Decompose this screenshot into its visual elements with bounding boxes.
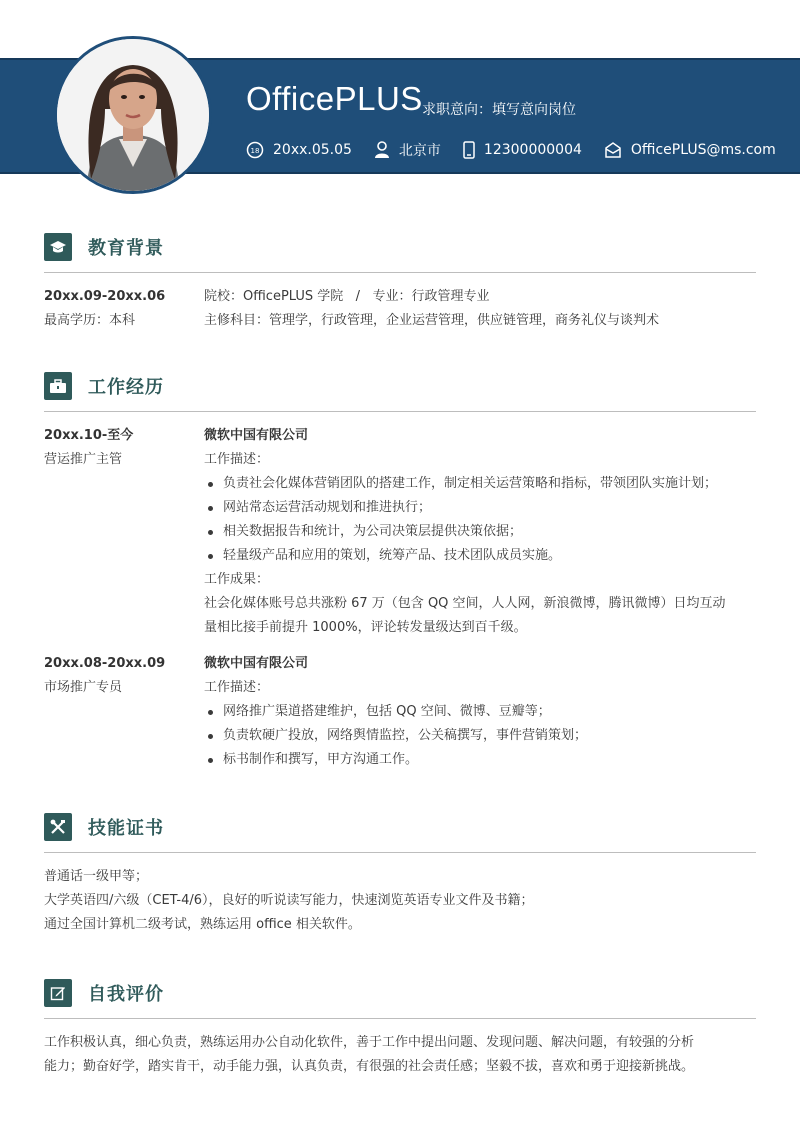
job-intent: 求职意向：填写意向岗位 bbox=[422, 102, 576, 118]
birthday-clock-icon bbox=[246, 141, 264, 159]
job-entry bbox=[44, 652, 756, 772]
email-item bbox=[604, 142, 776, 158]
education-title: 教育背景 bbox=[88, 238, 164, 259]
job-result-line: 量相比接手前提升 1000%，评论转发量级达到百千级。 bbox=[204, 620, 527, 635]
job-result-label: 工作成果： bbox=[204, 572, 270, 587]
work-section bbox=[44, 369, 756, 772]
tools-icon bbox=[44, 813, 72, 841]
list-item: 相关数据报告和统计，为公司决策层提供决策依据； bbox=[204, 520, 756, 544]
mail-icon bbox=[604, 142, 622, 158]
work-title: 工作经历 bbox=[88, 377, 164, 398]
avatar bbox=[54, 36, 212, 194]
birth-date: 20xx.05.05 bbox=[273, 142, 352, 158]
avatar-portrait bbox=[57, 39, 209, 191]
job-period: 20xx.08-20xx.09 bbox=[44, 656, 166, 671]
list-item: 轻量级产品和应用的策划，统筹产品、技术团队成员实施。 bbox=[204, 544, 756, 568]
phone-item bbox=[463, 141, 582, 159]
phone: 12300000004 bbox=[483, 142, 582, 158]
work-heading bbox=[44, 369, 756, 403]
education-period: 20xx.09-20xx.06 bbox=[44, 289, 166, 304]
job-bullets bbox=[204, 700, 756, 772]
phone-icon bbox=[463, 141, 475, 159]
list-item: 标书制作和撰写，甲方沟通工作。 bbox=[204, 748, 756, 772]
skills-heading bbox=[44, 810, 756, 844]
job-entry bbox=[44, 424, 756, 640]
email[interactable]: OfficePLUS@ms.com bbox=[630, 142, 776, 158]
self-eval-divider bbox=[44, 1018, 756, 1019]
education-school: 院校：OfficePLUS 学院 / 专业：行政管理专业 bbox=[204, 289, 490, 304]
job-period: 20xx.10-至今 bbox=[44, 428, 134, 443]
person-icon bbox=[374, 141, 390, 159]
list-item: 负责软硬广投放，网络舆情监控，公关稿撰写，事件营销策划； bbox=[204, 724, 756, 748]
skills-divider bbox=[44, 852, 756, 853]
skills-line: 大学英语四/六级（CET-4/6），良好的听说读写能力，快速浏览英语专业文件及书籍； bbox=[44, 893, 534, 908]
self-eval-body bbox=[44, 1031, 756, 1079]
edit-icon bbox=[44, 979, 72, 1007]
self-eval-section bbox=[44, 976, 756, 1079]
city: 北京市 bbox=[398, 143, 441, 159]
briefcase-icon bbox=[44, 372, 72, 400]
work-divider bbox=[44, 411, 756, 412]
skills-section bbox=[44, 810, 756, 937]
education-section bbox=[44, 230, 756, 333]
education-courses: 主修科目：管理学，行政管理，企业运营管理，供应链管理，商务礼仪与谈判术 bbox=[204, 313, 660, 328]
job-role: 市场推广专员 bbox=[44, 680, 123, 695]
education-heading bbox=[44, 230, 756, 264]
education-divider bbox=[44, 272, 756, 273]
job-role: 营运推广主管 bbox=[44, 452, 123, 467]
skills-line: 普通话一级甲等； bbox=[44, 869, 149, 884]
city-item bbox=[374, 140, 441, 160]
job-desc-label: 工作描述： bbox=[204, 452, 270, 467]
skills-title: 技能证书 bbox=[88, 818, 164, 839]
list-item: 网络推广渠道搭建维护，包括 QQ 空间、微博、豆瓣等； bbox=[204, 700, 756, 724]
self-eval-heading bbox=[44, 976, 756, 1010]
job-company: 微软中国有限公司 bbox=[204, 428, 309, 443]
list-item: 网站常态运营活动规划和推进执行； bbox=[204, 496, 756, 520]
skills-line: 通过全国计算机二级考试，熟练运用 office 相关软件。 bbox=[44, 917, 361, 932]
education-entry bbox=[44, 285, 756, 333]
self-eval-title: 自我评价 bbox=[88, 984, 164, 1005]
self-eval-line: 工作积极认真，细心负责，熟练运用办公自动化软件，善于工作中提出问题、发现问题、解决问题，有较强的分析 bbox=[44, 1035, 695, 1050]
birth-item bbox=[246, 141, 352, 159]
job-bullets bbox=[204, 472, 756, 568]
skills-body bbox=[44, 865, 756, 937]
job-company: 微软中国有限公司 bbox=[204, 656, 309, 671]
education-degree: 最高学历：本科 bbox=[44, 313, 136, 328]
list-item: 负责社会化媒体营销团队的搭建工作，制定相关运营策略和指标，带领团队实施计划； bbox=[204, 472, 756, 496]
contact-row bbox=[246, 138, 798, 162]
self-eval-line: 能力；勤奋好学，踏实肯干，动手能力强，认真负责，有很强的社会责任感；坚毅不拔，喜欢和勇于迎接新挑战。 bbox=[44, 1059, 695, 1074]
graduation-cap-icon bbox=[44, 233, 72, 261]
svg-text:18: 18 bbox=[250, 147, 260, 155]
job-desc-label: 工作描述： bbox=[204, 680, 270, 695]
job-result-line: 社会化媒体账号总共涨粉 67 万（包含 QQ 空间，人人网，新浪微博，腾讯微博）日均互动 bbox=[204, 596, 726, 611]
candidate-name: OfficePLUS bbox=[246, 80, 423, 117]
